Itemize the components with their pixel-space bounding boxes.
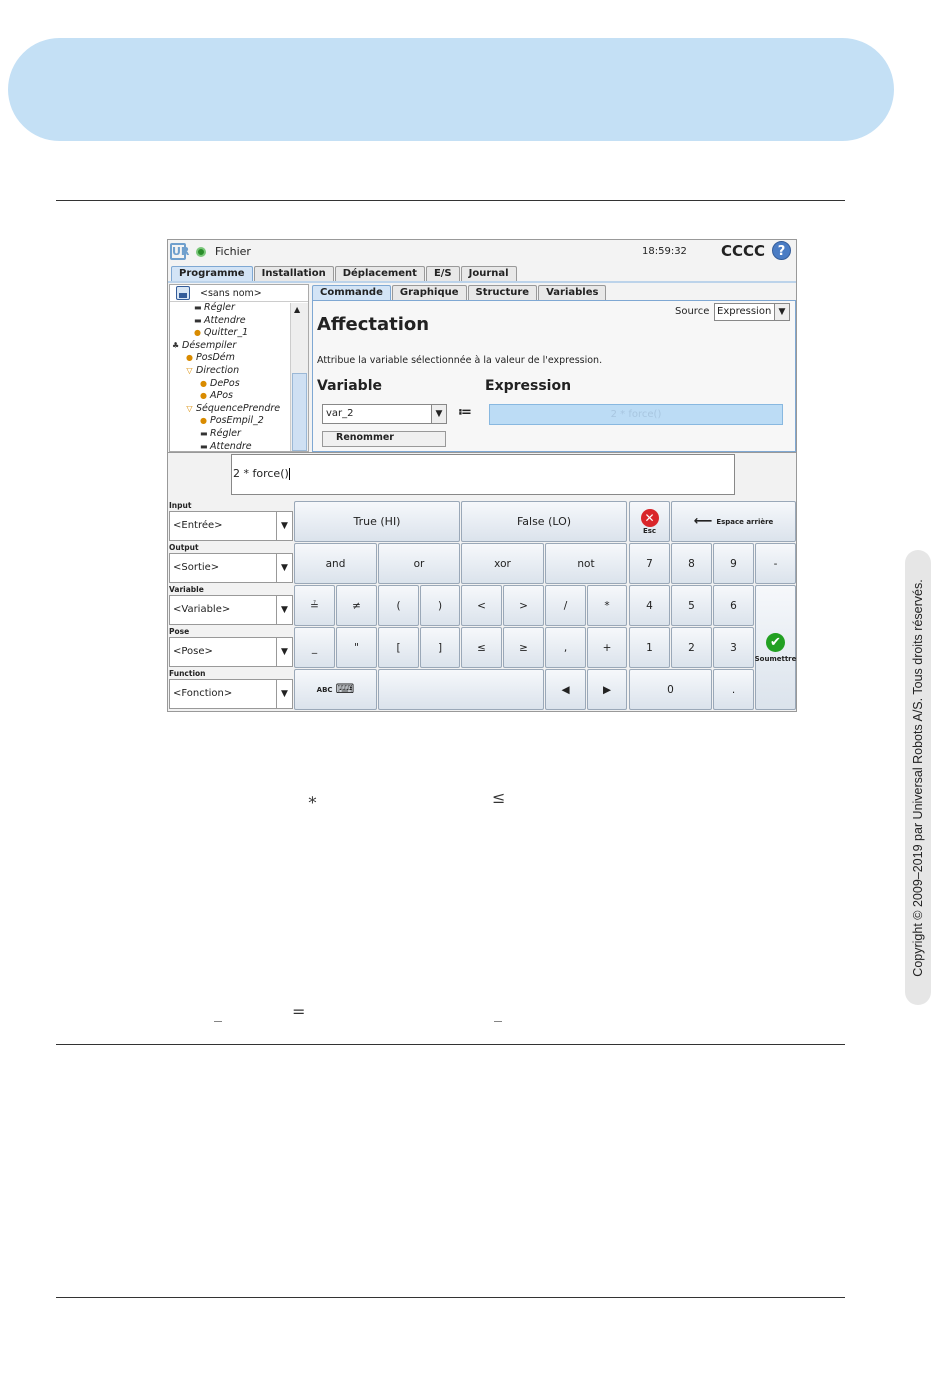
tree-node-icon: ▬ bbox=[200, 428, 208, 438]
op-key[interactable]: ≠ bbox=[336, 585, 377, 626]
variable-picker-value: <Variable> bbox=[173, 604, 231, 615]
variable-picker bbox=[169, 584, 293, 625]
tree-node-label: Régler bbox=[210, 427, 241, 439]
tree-node-label: SéquencePrendre bbox=[196, 402, 281, 414]
op-key[interactable]: / bbox=[545, 585, 586, 626]
divider bbox=[56, 1044, 845, 1045]
tree-header bbox=[170, 285, 309, 302]
function-picker bbox=[169, 668, 293, 709]
op-key[interactable]: _ bbox=[294, 627, 335, 668]
tab-programme[interactable]: Programme bbox=[171, 266, 253, 281]
op-key[interactable]: ≥ bbox=[503, 627, 544, 668]
tree-node-icon: ● bbox=[200, 391, 207, 401]
header-banner bbox=[8, 38, 894, 141]
and-key[interactable]: and bbox=[294, 543, 377, 584]
page-mark: ≤ bbox=[492, 788, 506, 807]
file-menu[interactable]: Fichier bbox=[215, 245, 251, 258]
tree-node-label: Attendre bbox=[204, 314, 246, 326]
rename-button[interactable]: Renommer bbox=[322, 431, 446, 447]
digit-key[interactable]: 2 bbox=[671, 627, 712, 668]
tab-journal[interactable]: Journal bbox=[461, 266, 517, 281]
backspace-icon: ⟵ bbox=[693, 514, 713, 529]
submit-label: Soumettre bbox=[754, 654, 797, 663]
text-caret bbox=[289, 468, 290, 480]
output-select-value: <Sortie> bbox=[173, 562, 220, 573]
ur-logo-icon: UR bbox=[172, 245, 190, 258]
tree-node-label: DePos bbox=[210, 377, 240, 389]
tree-node-label: Régler bbox=[204, 302, 235, 313]
input-select-value: <Entrée> bbox=[173, 520, 223, 531]
tree-node-label: PosDém bbox=[196, 352, 235, 364]
input-select[interactable] bbox=[169, 511, 293, 541]
op-key[interactable]: * bbox=[587, 585, 627, 626]
op-key[interactable]: " bbox=[336, 627, 377, 668]
checkmark-icon: ✔ bbox=[766, 633, 785, 652]
tree-node[interactable] bbox=[170, 415, 288, 428]
tree-node[interactable] bbox=[170, 327, 288, 340]
op-key[interactable]: ( bbox=[378, 585, 419, 626]
expression-input[interactable] bbox=[231, 454, 735, 495]
robot-status-icon bbox=[196, 247, 206, 257]
variable-heading: Variable bbox=[317, 378, 382, 394]
digit-key[interactable]: 6 bbox=[713, 585, 754, 626]
program-tree bbox=[170, 302, 288, 452]
copyright-text: Copyright © 2009–2019 par Universal Robots A/S. Tous droits réservés. bbox=[911, 578, 925, 977]
tree-node[interactable] bbox=[170, 390, 288, 403]
tree-node[interactable] bbox=[170, 441, 288, 452]
tree-node-icon: ▽ bbox=[186, 365, 193, 375]
tab-variables[interactable]: Variables bbox=[538, 285, 606, 300]
expression-input-text: 2 * force() bbox=[233, 467, 289, 480]
tab-graphique[interactable]: Graphique bbox=[392, 285, 467, 300]
tree-node[interactable] bbox=[170, 340, 288, 353]
function-select-value: <Fonction> bbox=[173, 688, 233, 699]
chevron-down-icon: ▼ bbox=[774, 304, 789, 320]
digit-key[interactable]: 8 bbox=[671, 543, 712, 584]
pose-select-value: <Pose> bbox=[173, 646, 213, 657]
submit-key[interactable] bbox=[755, 585, 796, 710]
tab-commande[interactable]: Commande bbox=[312, 285, 391, 300]
page-mark: _ bbox=[494, 1003, 502, 1022]
digit-key[interactable]: 3 bbox=[713, 627, 754, 668]
tab-deplacement[interactable]: Déplacement bbox=[335, 266, 425, 281]
expression-keyboard bbox=[168, 452, 796, 711]
pose-select[interactable] bbox=[169, 637, 293, 667]
tree-node-icon: ● bbox=[200, 416, 207, 426]
digit-key[interactable]: 4 bbox=[629, 585, 670, 626]
close-icon: ✕ bbox=[641, 509, 659, 527]
variable-value: var_2 bbox=[326, 408, 354, 419]
top-bar bbox=[168, 240, 796, 264]
program-name: <sans nom> bbox=[200, 288, 262, 299]
tree-node-icon: ▬ bbox=[194, 303, 202, 312]
function-picker-label: Function bbox=[169, 669, 206, 678]
digit-key[interactable]: 7 bbox=[629, 543, 670, 584]
save-icon[interactable] bbox=[176, 286, 190, 300]
tree-node-icon: ● bbox=[200, 378, 207, 388]
op-key[interactable]: [ bbox=[378, 627, 419, 668]
chevron-down-icon: ▼ bbox=[276, 554, 292, 582]
page-mark: _ bbox=[214, 1003, 222, 1022]
zero-key[interactable]: 0 bbox=[629, 669, 712, 710]
true-key[interactable]: True (HI) bbox=[294, 501, 460, 542]
tree-node-icon: ▬ bbox=[194, 315, 202, 325]
divider bbox=[56, 200, 845, 201]
chevron-down-icon: ▼ bbox=[276, 638, 292, 666]
main-tabs bbox=[171, 266, 518, 281]
op-key[interactable]: ≟ bbox=[294, 585, 335, 626]
sub-tabs bbox=[312, 285, 607, 300]
scroll-thumb[interactable] bbox=[292, 373, 307, 451]
tree-node-label: APos bbox=[210, 390, 233, 402]
tab-installation[interactable]: Installation bbox=[254, 266, 334, 281]
page-mark: = bbox=[292, 1002, 306, 1021]
tree-node[interactable] bbox=[170, 403, 288, 416]
function-select[interactable] bbox=[169, 679, 293, 709]
input-picker-label: Input bbox=[169, 501, 192, 510]
source-select[interactable] bbox=[714, 303, 790, 321]
chevron-down-icon: ▼ bbox=[276, 680, 292, 708]
tree-node-icon: ● bbox=[194, 328, 201, 338]
tree-node[interactable] bbox=[170, 315, 288, 328]
tree-node-label: Attendre bbox=[210, 440, 252, 452]
digit-key[interactable]: 9 bbox=[713, 543, 754, 584]
backspace-key[interactable] bbox=[671, 501, 796, 542]
command-description: Attribue la variable sélectionnée à la valeur de l'expression. bbox=[317, 355, 603, 366]
command-panel bbox=[312, 285, 796, 452]
expression-heading: Expression bbox=[485, 378, 572, 394]
op-key[interactable]: , bbox=[545, 627, 586, 668]
pose-picker-label: Pose bbox=[169, 627, 190, 636]
variable-select[interactable] bbox=[322, 404, 447, 424]
tree-node[interactable] bbox=[170, 302, 288, 315]
copyright-tab bbox=[905, 550, 931, 1005]
tree-node[interactable] bbox=[170, 428, 288, 441]
tree-node[interactable] bbox=[170, 378, 288, 391]
op-key[interactable]: ) bbox=[420, 585, 460, 626]
tree-node-label: Quitter_1 bbox=[204, 327, 249, 339]
digit-key[interactable]: 1 bbox=[629, 627, 670, 668]
cursor-right-icon[interactable]: ▶ bbox=[587, 669, 627, 710]
not-key[interactable]: not bbox=[545, 543, 627, 584]
tab-es[interactable]: E/S bbox=[426, 266, 460, 281]
tree-node[interactable] bbox=[170, 365, 288, 378]
chevron-down-icon: ▼ bbox=[276, 512, 292, 540]
or-key[interactable]: or bbox=[378, 543, 460, 584]
xor-key[interactable]: xor bbox=[461, 543, 544, 584]
op-key[interactable]: + bbox=[587, 627, 627, 668]
output-select[interactable] bbox=[169, 553, 293, 583]
cursor-left-icon[interactable]: ◀ bbox=[545, 669, 586, 710]
tab-structure[interactable]: Structure bbox=[468, 285, 538, 300]
abc-keyboard-key[interactable] bbox=[294, 669, 377, 710]
scroll-up-icon[interactable]: ▲ bbox=[294, 305, 301, 314]
tree-node-label: PosEmpil_2 bbox=[210, 415, 264, 427]
tree-node-icon: ▽ bbox=[186, 403, 193, 413]
op-key[interactable]: < bbox=[461, 585, 502, 626]
chevron-down-icon: ▼ bbox=[276, 596, 292, 624]
op-key[interactable]: ≤ bbox=[461, 627, 502, 668]
source-value: Expression bbox=[717, 306, 772, 317]
op-key[interactable]: > bbox=[503, 585, 544, 626]
expression-field[interactable]: 2 * force() bbox=[489, 404, 783, 425]
output-picker bbox=[169, 542, 293, 583]
tree-node-label: Direction bbox=[196, 364, 240, 376]
page-mark: ∗ bbox=[307, 790, 318, 809]
tree-node-icon: ♣ bbox=[172, 340, 180, 350]
decimal-key[interactable]: . bbox=[713, 669, 754, 710]
space-key[interactable] bbox=[378, 669, 544, 710]
command-title: Affectation bbox=[317, 314, 430, 335]
tree-node-icon: ▬ bbox=[200, 441, 208, 451]
polyscope-screenshot bbox=[167, 239, 797, 712]
tab-underline bbox=[168, 281, 796, 283]
help-icon[interactable]: ? bbox=[772, 241, 791, 260]
false-key[interactable]: False (LO) bbox=[461, 501, 627, 542]
source-label: Source bbox=[675, 306, 710, 317]
tree-node[interactable] bbox=[170, 352, 288, 365]
keyboard-icon: ⌨ bbox=[335, 682, 355, 697]
tree-scrollbar[interactable] bbox=[290, 303, 308, 452]
op-key[interactable]: ] bbox=[420, 627, 460, 668]
assign-icon: ≔ bbox=[458, 405, 472, 420]
minus-key[interactable]: - bbox=[755, 543, 796, 584]
tree-node-icon: ● bbox=[186, 353, 193, 363]
escape-key[interactable] bbox=[629, 501, 670, 542]
backspace-label: Espace arrière bbox=[716, 517, 774, 526]
chevron-down-icon: ▼ bbox=[431, 405, 446, 423]
tree-node-label: Désempiler bbox=[182, 339, 237, 351]
digit-key[interactable]: 5 bbox=[671, 585, 712, 626]
program-tree-panel bbox=[169, 284, 309, 452]
escape-label: Esc bbox=[642, 526, 657, 535]
output-picker-label: Output bbox=[169, 543, 199, 552]
clock: 18:59:32 bbox=[642, 246, 687, 257]
input-picker bbox=[169, 500, 293, 541]
divider bbox=[56, 1297, 845, 1298]
robot-name: CCCC bbox=[721, 242, 766, 260]
variable-picker-select[interactable] bbox=[169, 595, 293, 625]
variable-picker-label: Variable bbox=[169, 585, 204, 594]
pose-picker bbox=[169, 626, 293, 667]
command-body bbox=[312, 300, 796, 452]
abc-label: ABC bbox=[316, 685, 333, 694]
